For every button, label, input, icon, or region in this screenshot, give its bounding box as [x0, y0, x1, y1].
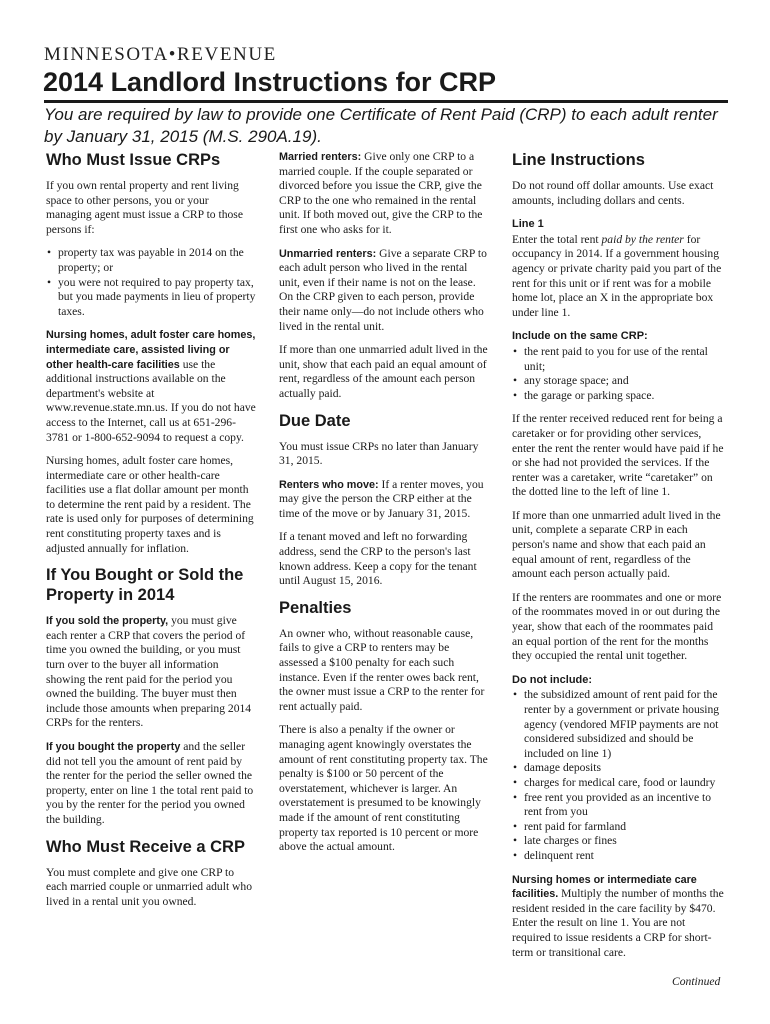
sold-text: you must give each renter a CRP that covers the period of time you owned the building, or you must turn over to the buyer all information showing the rent paid for the period you owned the building. The buyer must then include those amounts when preparing 2014 CRPs for the renters. [46, 614, 252, 730]
renters-who-move-text: If a renter moves, you may give the person the CRP either at the time of the move or by January 31, 2015. [279, 477, 484, 520]
unmarried-renters-lead: Unmarried renters: [279, 247, 377, 260]
do-not-include-heading: Do not include: [512, 673, 593, 686]
title-rule [44, 100, 728, 103]
renters-who-move-lead: Renters who move: [279, 478, 379, 491]
renters-who-move-paragraph [279, 478, 491, 522]
sold-paragraph [46, 614, 256, 731]
issue-conditions-list [46, 246, 256, 319]
unmarried-renters-text: Give a separate CRP to each adult person who lived in the rental unit, even if their name is not on the lease. On the CRP given to each person, provide their name only—do not include others who lived in the rental unit. [279, 246, 487, 333]
rounding-note: Do not round off dollar amounts. Use exact amounts, including dollars and cents. [512, 179, 714, 207]
list-item: • you were not required to pay property tax, but you made payments in lieu of property taxes. [58, 276, 256, 320]
continued-label: Continued [672, 975, 721, 988]
list-item: • the subsidized amount of rent paid for the renter by a government or private housing agency (vendored MFIP payments are not considered subsidized and should be included on line 1) [524, 688, 726, 761]
penalties-text-2: There is also a penalty if the owner or managing agent knowingly overstates the amount of rent constituting property tax. The penalty is $100 or 50 percent of the overstatement, whichever is larger. An overstatement is presumed to be knowingly made if the amount of rent constituting property tax reported is 10 percent or more above the actual amount. [279, 723, 488, 854]
sold-lead: If you sold the property, [46, 615, 169, 628]
equal-amount-paragraph: If more than one unmarried adult lived in the unit, show that each paid an equal amount of rent, regardless of the amount each person actually paid. [279, 343, 488, 400]
include-list [512, 345, 726, 403]
bought-text: and the seller did not tell you the amount of rent paid by the renter for the period the seller owned the property, enter on line 1 the total rent paid to you by the renter for the period you owned the building. [46, 740, 254, 826]
bought-lead: If you bought the property [46, 741, 181, 753]
nursing-homes-text: use the additional instructions available on the department's website at www.revenue.state.mn.us. If you do not have access to the Internet, call us at 651-296-3781 or 1-800-652-9094 to request a copy. [46, 357, 256, 444]
list-item: • the garage or parking space. [524, 389, 726, 404]
unmarried-renters-paragraph [279, 247, 491, 335]
bought-sold-heading: If You Bought or Sold the Property in 2014 [46, 566, 244, 605]
roommates-paragraph: If the renters are roommates and one or more of the roommates moved in or out during the year, show that each of the roommates paid an equal portion of the rent for the months they occupied the rental unit together. [512, 590, 722, 663]
list-item: • free rent you provided as an incentive to rent from you [524, 791, 726, 820]
married-renters-paragraph [279, 150, 491, 238]
line-1-text-a: Enter the total rent [512, 232, 602, 246]
reduced-rent-paragraph: If the renter received reduced rent for being a caretaker or for providing other services, enter the rent the renter would have paid if he or she had not provided the services. If the renter was a caretaker, write “caretaker” on the dotted line to the left of line 1. [512, 412, 724, 499]
line-1-text-b: for occupancy in 2014. If a government housing agency or private charity paid you part of the rent for this unit or if rent was for a mobile home lot, place an X in the appropriate box under line 1. [512, 232, 722, 319]
penalties-text-1: An owner who, without reasonable cause, fails to give a CRP to renters may be assessed a $100 penalty for each such instance. Even if the renter owes back rent, the owner must issue a CRP to the renter for rent actually paid. [279, 626, 485, 713]
line-1-emphasis: paid by the renter [601, 232, 684, 246]
nursing-facilities-text: Multiply the number of months the resident resided in the care facility by $470. Enter the result on line 1. You are not required to issue residents a CRP for short-term or transitional care. [512, 887, 724, 959]
due-date-text: You must issue CRPs no later than January 31, 2015. [279, 439, 479, 468]
unmarried-adults-paragraph: If more than one unmarried adult lived in the unit, complete a separate CRP in each person's name and show that each paid an equal amount of rent, regardless of the amount each person actually paid. [512, 508, 721, 581]
line-instructions-heading: Line Instructions [512, 151, 645, 169]
intro-text: You are required by law to provide one Certificate of Rent Paid (CRP) to each adult renter by January 31, 2015 (M.S. 290A.19). [44, 105, 718, 146]
list-item: • any storage space; and [524, 374, 726, 389]
who-must-receive-heading: Who Must Receive a CRP [46, 837, 245, 856]
flat-rate-paragraph: Nursing homes, adult foster care homes, intermediate care or other health-care facilities use a flat dollar amount per month to determine the rent paid by a resident. The rate is used only for purposes of determining rent constituting property taxes and is adjusted annually for inflation. [46, 454, 254, 555]
exclude-list [512, 688, 726, 863]
column-left [46, 150, 256, 918]
line-1-heading: Line 1 [512, 218, 544, 231]
include-heading: Include on the same CRP: [512, 330, 648, 343]
nursing-homes-paragraph [46, 328, 256, 445]
who-must-issue-heading: Who Must Issue CRPs [46, 151, 221, 169]
list-item: • charges for medical care, food or laundry [524, 776, 726, 791]
list-item: • late charges or fines [524, 834, 726, 849]
nursing-facilities-paragraph [512, 873, 726, 961]
page-title: 2014 Landlord Instructions for CRP [43, 67, 497, 97]
married-renters-lead: Married renters: [279, 151, 362, 163]
bought-paragraph [46, 740, 256, 828]
column-middle [279, 150, 491, 864]
married-renters-text: Give only one CRP to a married couple. If the couple separated or divorced before you issue the CRP, give the CRP to the one who remained in the rental unit. If both moved out, give the CRP to the first one who asks for it. [279, 150, 483, 236]
who-must-receive-text: You must complete and give one CRP to each married couple or unmarried adult who lived in a rental unit you owned. [46, 865, 253, 908]
list-item: • the rent paid to you for use of the rental unit; [524, 345, 726, 374]
penalties-heading: Penalties [279, 598, 352, 617]
list-item: • rent paid for farmland [524, 820, 726, 835]
line-1-text [512, 233, 726, 321]
list-item: • damage deposits [524, 761, 726, 776]
who-must-issue-text: If you own rental property and rent living space to other persons, you or your managing agent must issue a CRP to those persons if: [46, 179, 243, 236]
list-item: • delinquent rent [524, 849, 726, 864]
column-right [512, 150, 726, 969]
nursing-homes-lead: Nursing homes, adult foster care homes, intermediate care, assisted living or other health-care facilities [46, 329, 256, 371]
nursing-facilities-lead: Nursing homes or intermediate care facilities. [512, 873, 697, 901]
brand-logo: MINNESOTA•REVENUE [44, 44, 277, 65]
due-date-heading: Due Date [279, 411, 351, 430]
no-forwarding-address-paragraph: If a tenant moved and left no forwarding address, send the CRP to the person's last known address. Keep a copy for the tenant until August 15, 2016. [279, 530, 477, 588]
list-item: • property tax was payable in 2014 on the property; or [58, 246, 256, 275]
